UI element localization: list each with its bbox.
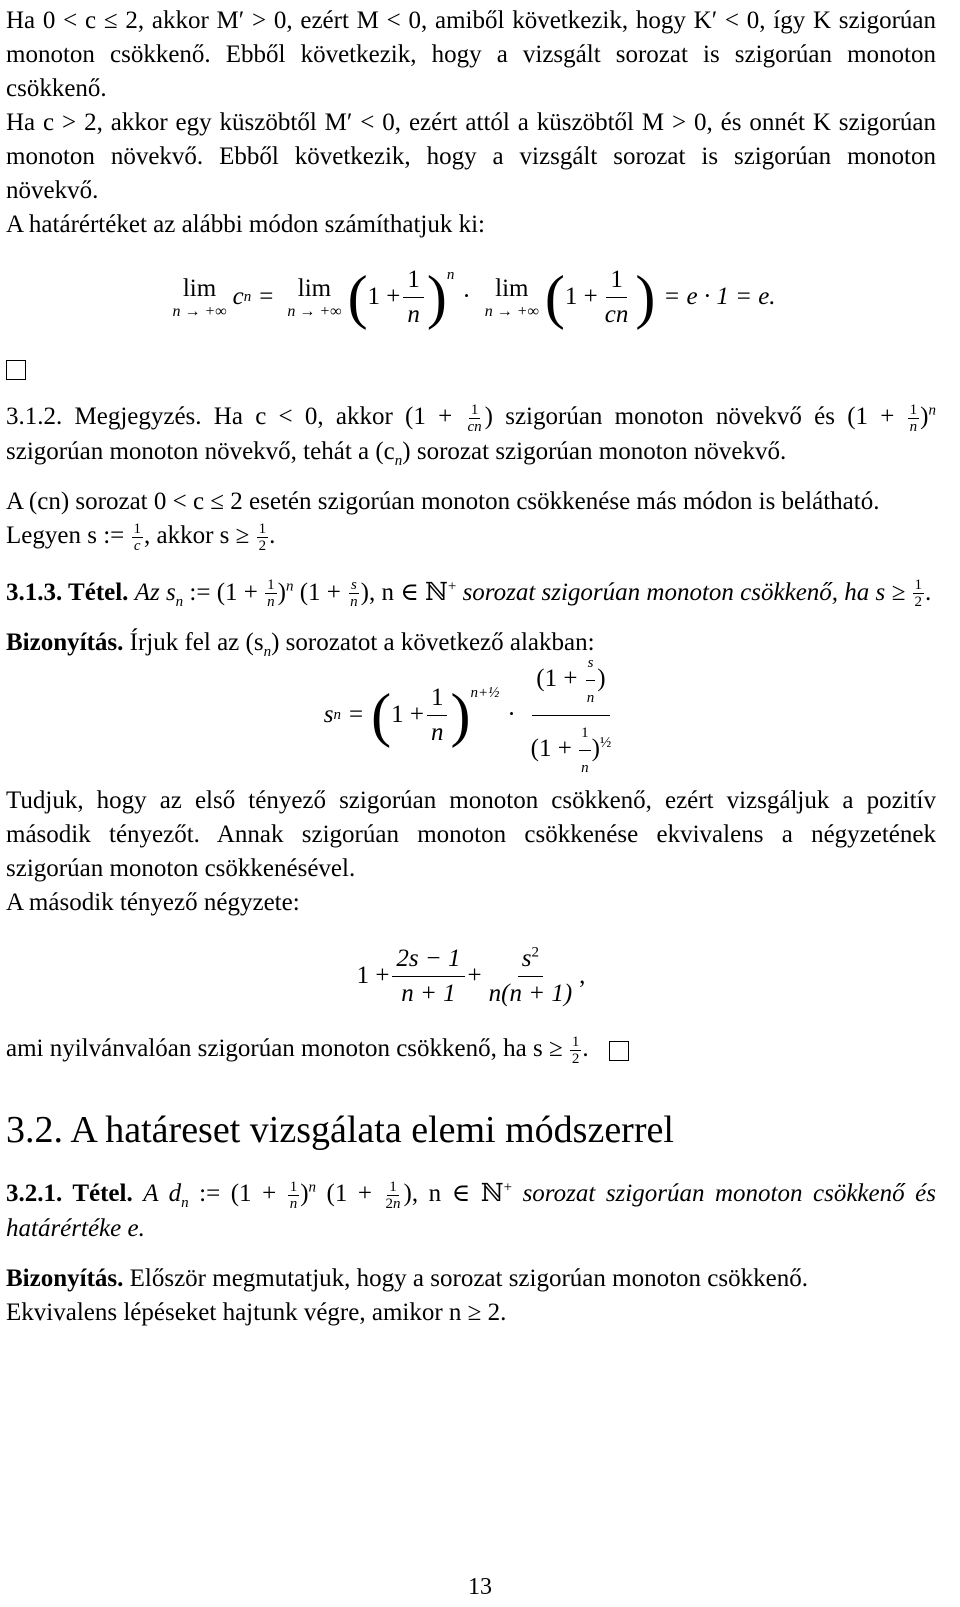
theorem-3-2-1: 3.2.1. Tétel. A $d_n$ := (1 + $\frac{1}{n}$ )$^n$ (1 + $\frac{1}{2n}$ ), n ∈ ℕ+ sorozat szigorúan monoton csökkenő és határértéke e. (6, 1178, 936, 1242)
fraction-one-over-cn: $\frac{1}{cn}$ (601, 263, 633, 332)
page-number: 13 (468, 1574, 492, 1600)
section-heading: 3.2. A határeset vizsgálata elemi módszerrel (6, 1109, 674, 1152)
page-content (6, 4, 936, 1330)
lim-operator: lim n → +∞ (287, 275, 342, 320)
fraction-ratio: (1 + $\frac{s}{n}$ ) (1 + $\frac{1}{n}$ )$^{\frac{1}{2}}$ (527, 646, 616, 785)
paragraph-let-s: Legyen s := $\frac{1}{c}$ , akkor s ≥ $\frac{1}{2}$ . (6, 520, 276, 554)
qed-square-icon (609, 1041, 629, 1061)
equation-limit: lim n → +∞ c n = lim n → +∞ ( 1 + $\frac{1}{n}$ ) $^n$ · lim n → +∞ ( 1 + $\frac{1}{cn}$ ) = e · 1 = e. (172, 264, 776, 330)
paragraph-equivalent-steps: Ekvivalens lépéseket hajtunk végre, amikor n ≥ 2. (6, 1298, 507, 1326)
equation-s-n: s n = ( 1 + $\frac{1}{n}$ ) $^{n+\frac{1}{2}}$ · (1 + $\frac{s}{n}$ ) (1 + $\frac{1}{n}$ )$^{\frac{1}{2}}$ (6, 660, 936, 770)
theorem-3-1-3: 3.1.3. Tétel. Az $s_n$ := (1 + $\frac{1}{n}$ )$^n$ (1 + $\frac{s}{n}$ ), n ∈ ℕ+ sorozat szigorúan monoton csökkenő, ha s ≥ $\frac{1}{2}$ . (6, 577, 932, 611)
paragraph-case-small-c: Ha 0 < c ≤ 2, akkor M′ > 0, ezért M < 0, amiből következik, hogy K′ < 0, így K szigorúan monoton csökkenő. Ebből következik, hogy a vizsgált sorozat is szigorúan monoton csökkenő. (6, 7, 936, 102)
lim-operator: lim n → +∞ (172, 275, 227, 320)
proof-intro: Bizonyítás. Írjuk fel az $(s_n)$ sorozatot a következő alakban: (6, 629, 595, 661)
qed-square-icon (6, 360, 26, 380)
equation-square: 1 + $\frac{2s - 1}{n + 1}$ + $\frac{s^2}{n(n + 1)}$ , (6, 920, 936, 1032)
proof-3-2-1: Bizonyítás. Először megmutatjuk, hogy a sorozat szigorúan monoton csökkenő. (6, 1264, 808, 1292)
paragraph-case-large-c: Ha c > 2, akkor egy küszöbtől M′ < 0, ezért attól a küszöbtől M > 0, és onnét K szigorúan monoton növekvő. Ebből következik, hogy a vizsgált sorozat is szigorúan monoton növekvő. (6, 109, 936, 204)
paragraph-first-factor: Tudjuk, hogy az első tényező szigorúan monoton csökkenő, ezért vizsgáljuk a pozitív második tényezőt. Annak szigorúan monoton csökkenése ekvivalens a négyzetének szigorúan monoton csökkenésével. (6, 787, 936, 883)
paragraph-limit-intro: A határértéket az alábbi módon számíthatjuk ki: (6, 211, 486, 238)
note-3-1-2: 3.1.2. Megjegyzés. Ha c < 0, akkor (1 + $\frac{1}{cn}$ ) szigorúan monoton növekvő és (1 + $\frac{1}{n}$ )$^n$ szigorúan monoton növekvő, tehát a $(c_n)$ sorozat szigorúan monoton növekvő. (6, 401, 936, 469)
lim-operator: lim n → +∞ (484, 275, 539, 320)
paragraph-alternative-proof: A (cn) sorozat 0 < c ≤ 2 esetén szigorúan monoton csökkenése más módon is belátható. (6, 487, 880, 515)
paragraph-conclusion: ami nyilvánvalóan szigorúan monoton csökkenő, ha s ≥ $\frac{1}{2}$ . (6, 1032, 936, 1067)
fraction-one-over-n: $\frac{1}{n}$ (403, 263, 424, 332)
paragraph-second-factor: A második tényező négyzete: (6, 889, 300, 917)
